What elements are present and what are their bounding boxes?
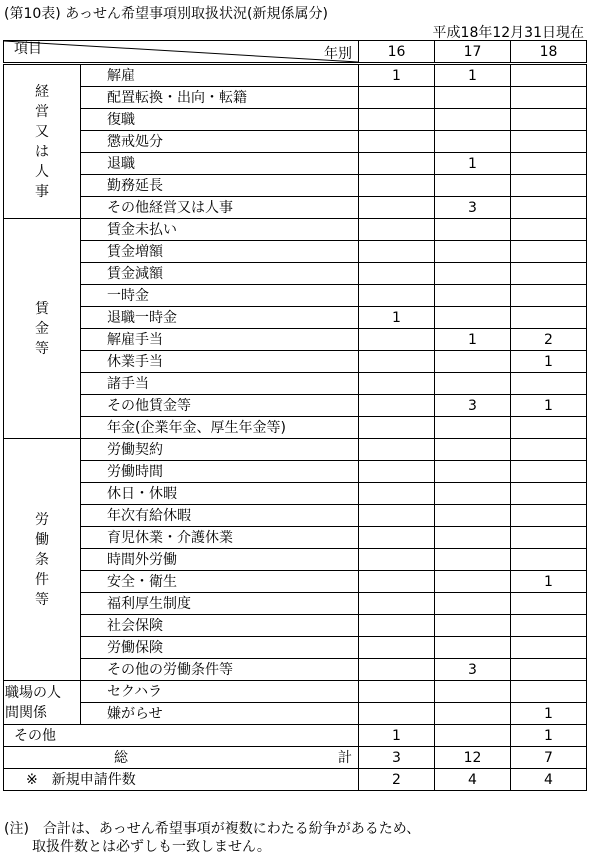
item-label-cell: 配置転換・出向・転籍: [81, 87, 359, 109]
value-cell: 3: [435, 197, 511, 219]
value-cell: [359, 109, 435, 131]
value-cell: 3: [359, 747, 435, 769]
value-cell: [435, 351, 511, 373]
value-cell: [511, 109, 587, 131]
item-label-cell: 賃金未払い: [81, 219, 359, 241]
category-cell: [4, 64, 81, 219]
table-row: [4, 373, 587, 395]
value-cell: [359, 87, 435, 109]
year-label: 年別: [324, 46, 352, 62]
value-cell: [511, 549, 587, 571]
value-cell: [359, 659, 435, 681]
value-cell: [511, 417, 587, 439]
dispute-table: [3, 40, 587, 791]
value-cell: [359, 615, 435, 637]
value-cell: [511, 505, 587, 527]
other-label: その他: [4, 725, 359, 747]
other-row: [4, 725, 587, 747]
table-row: [4, 549, 587, 571]
value-cell: [359, 131, 435, 153]
header-diagonal-line: [4, 41, 358, 62]
value-cell: [511, 175, 587, 197]
value-cell: [511, 659, 587, 681]
value-cell: [359, 505, 435, 527]
table-row: [4, 461, 587, 483]
item-label-cell: 年金(企業年金、厚生年金等): [81, 417, 359, 439]
value-cell: [359, 329, 435, 351]
value-cell: 1: [511, 351, 587, 373]
value-cell: [435, 263, 511, 285]
table-row: [4, 703, 587, 725]
item-label-cell: 年次有給休暇: [81, 505, 359, 527]
table-row: [4, 131, 587, 153]
table-row: [4, 241, 587, 263]
value-cell: [359, 681, 435, 703]
item-label-cell: 休業手当: [81, 351, 359, 373]
value-cell: [359, 175, 435, 197]
value-cell: [359, 153, 435, 175]
category-label: 労働条件等: [35, 511, 49, 608]
value-cell: [511, 219, 587, 241]
table-row: [4, 483, 587, 505]
item-label-cell: 復職: [81, 109, 359, 131]
item-label-cell: 時間外労働: [81, 549, 359, 571]
value-cell: [359, 285, 435, 307]
item-label-cell: 嫌がらせ: [81, 703, 359, 725]
value-cell: [511, 593, 587, 615]
value-cell: [511, 461, 587, 483]
category-label: 経営又は人事: [35, 83, 49, 200]
category-label-line: 間関係: [5, 704, 47, 721]
value-cell: [511, 681, 587, 703]
item-label-cell: 退職: [81, 153, 359, 175]
value-cell: 1: [359, 64, 435, 87]
value-cell: [511, 197, 587, 219]
item-label-cell: 懲戒処分: [81, 131, 359, 153]
value-cell: [359, 241, 435, 263]
item-label-cell: セクハラ: [81, 681, 359, 703]
category-cell: [4, 439, 81, 681]
table-row: [4, 263, 587, 285]
value-cell: [435, 703, 511, 725]
value-cell: [359, 461, 435, 483]
table-row: [4, 395, 587, 417]
value-cell: [435, 615, 511, 637]
table-row: [4, 637, 587, 659]
item-label-cell: 安全・衛生: [81, 571, 359, 593]
value-cell: [435, 219, 511, 241]
table-row: [4, 197, 587, 219]
value-cell: 1: [511, 725, 587, 747]
table-row: [4, 329, 587, 351]
value-cell: [359, 373, 435, 395]
new-applications-row: [4, 769, 587, 791]
value-cell: 1: [511, 395, 587, 417]
total-row: [4, 747, 587, 769]
item-label-cell: その他の労働条件等: [81, 659, 359, 681]
value-cell: [359, 417, 435, 439]
value-cell: [511, 131, 587, 153]
value-cell: [435, 87, 511, 109]
value-cell: [511, 373, 587, 395]
value-cell: [359, 703, 435, 725]
table-row: [4, 615, 587, 637]
table-row: [4, 109, 587, 131]
value-cell: [435, 725, 511, 747]
value-cell: [435, 571, 511, 593]
table-row: [4, 64, 587, 87]
value-cell: [511, 439, 587, 461]
value-cell: 1: [435, 153, 511, 175]
value-cell: 3: [435, 395, 511, 417]
value-cell: [435, 549, 511, 571]
value-cell: [511, 153, 587, 175]
value-cell: [359, 593, 435, 615]
item-label: 項目: [14, 41, 42, 57]
value-cell: [435, 241, 511, 263]
category-cell: [4, 219, 81, 439]
value-cell: [359, 439, 435, 461]
total-label-left: 総: [114, 749, 128, 766]
value-cell: [359, 395, 435, 417]
item-label-cell: 賃金増額: [81, 241, 359, 263]
item-label-cell: 賃金減額: [81, 263, 359, 285]
value-cell: 1: [359, 725, 435, 747]
table-row: [4, 505, 587, 527]
value-cell: [359, 549, 435, 571]
table-row: [4, 285, 587, 307]
value-cell: [359, 219, 435, 241]
table-row: [4, 153, 587, 175]
value-cell: [511, 527, 587, 549]
category-label-line: 職場の人: [5, 684, 61, 701]
table-row: [4, 439, 587, 461]
item-label-cell: 諸手当: [81, 373, 359, 395]
table-title: (第10表) あっせん希望事項別取扱状況(新規係属分): [4, 6, 328, 22]
value-cell: [511, 483, 587, 505]
value-cell: [435, 461, 511, 483]
table-row: [4, 681, 587, 703]
value-cell: [435, 307, 511, 329]
item-label-cell: 退職一時金: [81, 307, 359, 329]
value-cell: [511, 64, 587, 87]
value-cell: [511, 637, 587, 659]
table-row: [4, 219, 587, 241]
table-row: [4, 87, 587, 109]
value-cell: [435, 527, 511, 549]
year-header: 17: [435, 41, 511, 64]
value-cell: [511, 241, 587, 263]
value-cell: 12: [435, 747, 511, 769]
value-cell: [435, 483, 511, 505]
year-header: 16: [359, 41, 435, 64]
item-label-cell: 一時金: [81, 285, 359, 307]
footnote-line: (注) 合計は、あっせん希望事項が複数にわたる紛争があるため、: [4, 821, 421, 837]
header-row: [4, 41, 587, 64]
value-cell: 1: [435, 64, 511, 87]
value-cell: [359, 527, 435, 549]
value-cell: [435, 439, 511, 461]
value-cell: [435, 175, 511, 197]
value-cell: [435, 681, 511, 703]
value-cell: [435, 109, 511, 131]
item-label-cell: 休日・休暇: [81, 483, 359, 505]
table-row: [4, 659, 587, 681]
value-cell: 1: [511, 571, 587, 593]
item-label-cell: その他賃金等: [81, 395, 359, 417]
item-label-cell: 社会保険: [81, 615, 359, 637]
table-row: [4, 593, 587, 615]
value-cell: [435, 593, 511, 615]
category-label: 賃金等: [35, 300, 49, 357]
value-cell: [359, 197, 435, 219]
value-cell: [435, 131, 511, 153]
value-cell: [511, 615, 587, 637]
table-row: [4, 351, 587, 373]
item-label-cell: 労働保険: [81, 637, 359, 659]
item-label-cell: 労働契約: [81, 439, 359, 461]
value-cell: [359, 263, 435, 285]
value-cell: [359, 637, 435, 659]
value-cell: [359, 571, 435, 593]
value-cell: [435, 417, 511, 439]
value-cell: [435, 505, 511, 527]
value-cell: [511, 87, 587, 109]
value-cell: [435, 285, 511, 307]
value-cell: 1: [511, 703, 587, 725]
value-cell: 4: [511, 769, 587, 791]
item-label-cell: 福利厚生制度: [81, 593, 359, 615]
new-applications-label: ※ 新規申請件数: [4, 769, 359, 791]
value-cell: 1: [435, 329, 511, 351]
value-cell: [359, 351, 435, 373]
table-row: [4, 571, 587, 593]
table-row: [4, 417, 587, 439]
table-row: [4, 175, 587, 197]
value-cell: [359, 483, 435, 505]
value-cell: 1: [359, 307, 435, 329]
footnote: [4, 820, 420, 856]
value-cell: [435, 373, 511, 395]
total-label-right: 計: [338, 749, 352, 766]
value-cell: 2: [359, 769, 435, 791]
item-label-cell: その他経営又は人事: [81, 197, 359, 219]
value-cell: 3: [435, 659, 511, 681]
value-cell: [511, 307, 587, 329]
value-cell: 2: [511, 329, 587, 351]
header-corner-cell: [4, 41, 359, 64]
footnote-line: 取扱件数とは必ずしも一致しません。: [4, 839, 271, 855]
item-label-cell: 勤務延長: [81, 175, 359, 197]
value-cell: 7: [511, 747, 587, 769]
year-header: 18: [511, 41, 587, 64]
table-row: [4, 307, 587, 329]
value-cell: [511, 285, 587, 307]
as-of-date: 平成18年12月31日現在: [432, 25, 584, 41]
item-label-cell: 労働時間: [81, 461, 359, 483]
value-cell: [511, 263, 587, 285]
item-label-cell: 解雇: [81, 64, 359, 87]
category-cell: [4, 681, 81, 725]
value-cell: 4: [435, 769, 511, 791]
item-label-cell: 解雇手当: [81, 329, 359, 351]
item-label-cell: 育児休業・介護休業: [81, 527, 359, 549]
total-label-cell: [4, 747, 359, 769]
value-cell: [435, 637, 511, 659]
table-row: [4, 527, 587, 549]
